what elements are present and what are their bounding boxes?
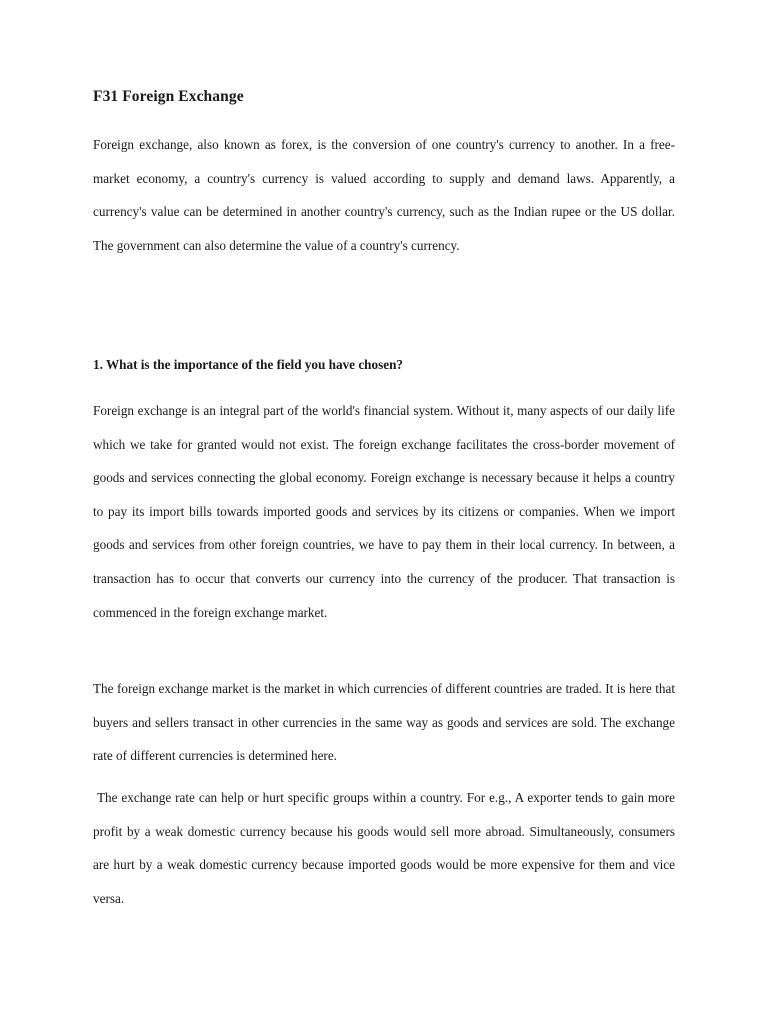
answer-paragraph-3: The exchange rate can help or hurt specific groups within a country. For e.g., A exporter tends to gain more profit by a weak domestic currency because his goods would sell more abroad. Simultaneously, consumers are hurt by a weak domestic currency because imported goods would be more expensive for them and vice versa. <box>93 790 679 906</box>
answer-paragraph-1: Foreign exchange is an integral part of the world's financial system. Without it, many aspects of our daily life which we take for granted would not exist. The foreign exchange facilitates the cross-border movement of goods and services connecting the global economy. Foreign exchange is necessary because it helps a country to pay its import bills towards imported goods and services by its citizens or companies. When we import goods and services from other foreign countries, we have to pay them in their local currency. In between, a transaction has to occur that converts our currency into the currency of the producer. That transaction is commenced in the foreign exchange market. <box>93 403 675 620</box>
document-title: F31 Foreign Exchange <box>93 88 244 105</box>
answer-paragraph-2: The foreign exchange market is the market in which currencies of different countries are traded. It is here that buyers and sellers transact in other currencies in the same way as goods and services are sold. The exchange rate of different currencies is determined here. <box>93 681 675 764</box>
intro-paragraph: Foreign exchange, also known as forex, is the conversion of one country's currency to another. In a free-market economy, a country's currency is valued according to supply and demand laws. Apparently, a currency's value can be determined in another country's currency, such as the Indian rupee or the US dollar. The government can also determine the value of a country's currency. <box>93 137 675 253</box>
question-heading: 1. What is the importance of the field you have chosen? <box>93 357 404 372</box>
